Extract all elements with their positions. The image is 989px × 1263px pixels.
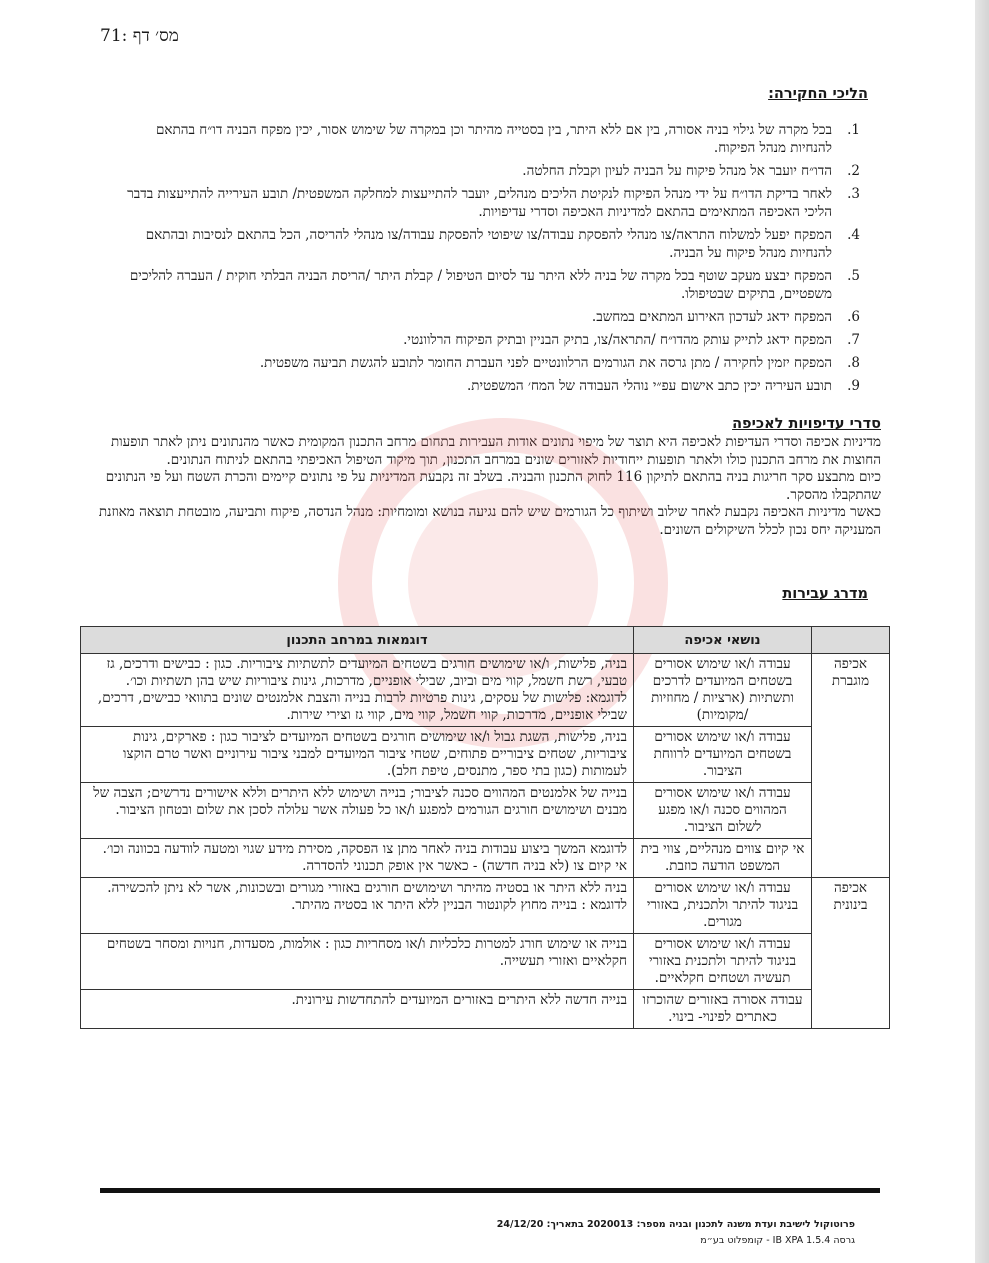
section-heading-investigation: הליכי החקירה: — [768, 86, 868, 102]
section-heading-priorities: סדרי עדיפויות לאכיפה — [732, 416, 881, 432]
footer-protocol-line: פרוטוקול לישיבת ועדת משנה לתכנון ובניה מספר: 2020013 בתאריך: 24/12/20 — [496, 1219, 855, 1230]
topic-cell: אי קיום צווים מנהליים, צווי בית המשפט הודעה כוזבת. — [634, 839, 812, 878]
step-text: המפקח ידאג לתייק עותק מהדו״ח /התראה/צו, בתיק הבניין ובתיק הפיקוח הרלוונטי. — [403, 332, 832, 348]
list-item — [115, 162, 860, 180]
step-number: 4. — [847, 227, 860, 243]
list-item — [115, 331, 860, 349]
table-row — [81, 934, 890, 990]
example-cell: בניה, פלישות, ו/או שימושים חורגים בשטחים המיועדים לתשתיות ציבוריות. כגון : כבישים ודרכים, גז טבעי, רשת חשמל, קווי מים וביוב, שבילי אופניים, מדרכות, גינות ציבוריות שיש בהן תשתיות וכו׳. לדוגמא: פלישות של עסקים, גינות פרטיות לרבות בנייה והצבת אלמנטים שונים בתוואי כבישים, דרכים, שבילי אופניים, מדרכות, קווי חשמל, קווי מים, קווי גז וצירי שירות. — [81, 654, 634, 727]
priorities-paragraph: מדיניות אכיפה וסדרי העדיפות לאכיפה היא תוצר של מיפוי נתונים אודות העבירות בתחום מרחב התכנון המקומית כאשר מהנתונים ניתן לאתר תופעות החוצות את מרחב התכנון כולו ולאתר תופעות ייחודיות לאזורים שונים במרחב התכנון, תוך מיקוד הטיפול האכיפתי בהתאם לניתוח הנתונים. — [110, 434, 881, 468]
topic-cell: עבודה ו/או שימוש אסורים בשטחים המיועדים לרווחת הציבור. — [634, 727, 812, 783]
table-header-row — [81, 627, 890, 654]
step-number: 1. — [847, 122, 860, 138]
step-text: תובע העיריה יכין כתב אישום עפ״י נוהלי העבודה של המח׳ המשפטית. — [467, 378, 832, 394]
investigation-steps-list — [115, 121, 860, 400]
section-heading-ranking: מדרג עבירות — [782, 586, 868, 602]
step-text: בכל מקרה של גילוי בניה אסורה, בין אם ללא היתר, בין בסטייה מהיתר וכן במקרה של שימוש אסור, יכין מפקח הבניה דו״ח בהתאם להנחיות מנהל הפיקוח. — [155, 122, 832, 156]
step-number: 3. — [847, 186, 860, 202]
list-item — [115, 354, 860, 372]
list-item — [115, 377, 860, 395]
step-number: 2. — [847, 163, 860, 179]
example-cell: לדוגמא המשך ביצוע עבודות בניה לאחר מתן צו הפסקה, מסירת מידע שגוי ומטעה לוודעה בכוונה וכו׳. אי קיום צו (לא בניה חדשה) - כאשר אין אופק תכנוני להסדרה. — [81, 839, 634, 878]
topic-cell: עבודה ו/או שימוש אסורים בניגוד להיתר ולתכנית באזורי תעשיה ושטחים חקלאיים. — [634, 934, 812, 990]
table-row — [81, 727, 890, 783]
level-cell: אכיפה מוגברת — [812, 654, 890, 878]
topic-cell: עבודה ו/או שימוש אסורים המהווים סכנה ו/או מפגע לשלום הציבור. — [634, 783, 812, 839]
list-item — [115, 267, 860, 303]
step-number: 6. — [847, 309, 860, 325]
enforcement-table — [80, 626, 890, 1029]
step-text: המפקח יבצע מעקב שוטף בכל מקרה של בניה ללא היתר עד לסיום הטיפול / קבלת היתר /הריסת הבניה הבלתי חוקית / העברה להליכים משפטיים, בתיקים שבטיפולו. — [129, 268, 832, 302]
step-number: 7. — [847, 332, 860, 348]
step-text: המפקח יזמין לחקירה / מתן גרסה את הגורמים הרלוונטיים לפני העברת החומר לתובע להגשת תביעה משפטית. — [259, 355, 832, 371]
list-item — [115, 308, 860, 326]
example-cell: בנייה של אלמנטים המהווים סכנה לציבור; בנייה ושימוש ללא היתרים וללא אישורים נדרשים; הצבה של מבנים ושימושים חורגים הגורמים למפגע ו/או כל פעולה אשר עלולה לסכן את שלום ובטחון הציבור. — [81, 783, 634, 839]
header-level — [812, 627, 890, 654]
footer-divider — [100, 1188, 880, 1193]
header-topic: נושאי אכיפה — [634, 627, 812, 654]
step-text: המפקח יפעל למשלוח התראה/צו מנהלי להפסקת עבודה/צו שיפוטי להפסקת עבודה/צו מנהלי להריסה, הכל בהתאם לנסיבות ובהתאם להנחיות מנהל פיקוח על הבניה. — [145, 227, 832, 261]
topic-cell: עבודה ו/או שימוש אסורים בשטחים המיועדים לדרכים ותשתיות (ארציות / מחוזיות /מקומיות) — [634, 654, 812, 727]
step-text: המפקח ידאג לעדכון האירוע המתאים במחשב. — [591, 309, 832, 325]
example-cell: בניה ללא היתר או בסטיה מהיתר ושימושים חורגים באזורי מגורים ובשכונות, אשר לא ניתן להכשירה. לדוגמא : בנייה מחוץ לקונטור הבניין ללא היתר או בסטיה מהיתר. — [81, 878, 634, 934]
topic-cell: עבודה אסורה באזורים שהוכרזו כאתרים לפינוי- בינוי. — [634, 990, 812, 1029]
step-text: הדו״ח יועבר אל מנהל פיקוח על הבניה לעיון וקבלת החלטה. — [522, 163, 832, 179]
topic-cell: עבודה ו/או שימוש אסורים בניגוד להיתר ולתכנית, באזורי מגורים. — [634, 878, 812, 934]
header-examples: דוגמאות במרחב התכנון — [81, 627, 634, 654]
step-text: לאחר בדיקת הדו״ח על ידי מנהל הפיקוח לנקיטת הליכים מנהלים, יועבר להתייעצות למחלקה המשפטית/ תובע העירייה להתייעצות בדבר הליכי האכיפה המתאימים בהתאם למדיניות האכיפה וסדרי עדיפויות. — [127, 186, 832, 220]
priorities-paragraph: כאשר מדיניות האכיפה נקבעת לאחר שילוב ושיתוף כל הגורמים שיש להם נגיעה בנושא ומומחיות: מנהל הנדסה, פיקוח ותביעה, מובטחת תוצאה מאוזנת המעניקה יחס נכון לכלל השיקולים השונים. — [98, 504, 881, 538]
table-row — [81, 654, 890, 727]
example-cell: בניה, פלישות, השגת גבול ו/או שימושים חורגים בשטחים המיועדים לציבור כגון : פארקים, גינות ציבוריות, שטחים ציבוריים פתוחים, שטחי ציבור המיועדים למבני ציבור עירוניים ואשר טרם הוקצו לעמותות (כגון בתי ספר, מתנסים, טיפת חלב). — [81, 727, 634, 783]
table-row — [81, 878, 890, 934]
example-cell: בנייה או שימוש חורג למטרות כלכליות ו/או מסחריות כגון : אולמות, מסעדות, חנויות ומסחר בשטחים חקלאיים ואזורי תעשייה. — [81, 934, 634, 990]
example-cell: בנייה חדשה ללא היתרים באזורים המיועדים להתחדשות עירונית. — [81, 990, 634, 1029]
table-row — [81, 783, 890, 839]
step-number: 9. — [847, 378, 860, 394]
step-number: 8. — [847, 355, 860, 371]
table-row — [81, 990, 890, 1029]
list-item — [115, 226, 860, 262]
list-item — [115, 121, 860, 157]
step-number: 5. — [847, 268, 860, 284]
page-edge — [975, 0, 989, 1263]
table-row — [81, 839, 890, 878]
priorities-paragraph: כיום מתבצע סקר חריגות בניה בהתאם לתיקון 116 לחוק התכנון והבניה. בשלב זה נקבעת המדיניות על פי נתונים קיימים והכרת השטח ועל פי הנתונים שהתקבלו מהסקר. — [105, 469, 881, 503]
footer-version-line: גרסה IB XPA 1.5.4 - קומפלוט בע״מ — [700, 1235, 855, 1246]
list-item — [115, 185, 860, 221]
page-number: מס׳ דף :71 — [100, 26, 179, 46]
level-cell: אכיפה בינונית — [812, 878, 890, 1029]
